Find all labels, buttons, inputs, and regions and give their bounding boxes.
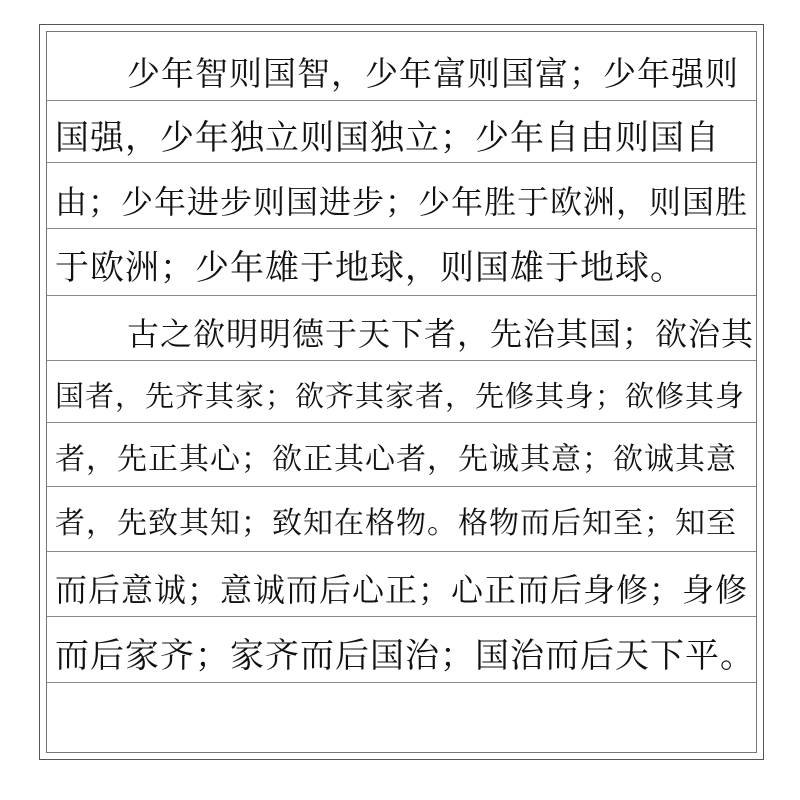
text-line-1: 少年智则国智，少年富则国富；少年强则 — [127, 54, 739, 93]
text-line-4: 于欧洲；少年雄于地球，则国雄于地球。 — [55, 248, 685, 288]
text-line-9: 而后意诚；意诚而后心正；心正而后身修；身修 — [55, 571, 749, 609]
text-line-10: 而后家齐；家齐而后国治；国治而后天下平。 — [55, 636, 755, 676]
text-line-3: 由；少年进步则国进步；少年胜于欧洲，则国胜 — [55, 183, 749, 221]
text-line-2: 国强，少年独立则国独立；少年自由则国自 — [55, 118, 720, 158]
text-line-7: 者，先正其心；欲正其心者，先诚其意；欲诚其意 — [55, 442, 737, 477]
writing-frame — [46, 31, 757, 753]
text-line-8: 者，先致其知；致知在格物。格物而后知至；知至 — [55, 506, 737, 541]
text-line-6: 国者，先齐其家；欲齐其家者，先修其身；欲修其身 — [55, 379, 746, 413]
text-line-5: 古之欲明明德于天下者，先治其国；欲治其 — [127, 315, 755, 353]
